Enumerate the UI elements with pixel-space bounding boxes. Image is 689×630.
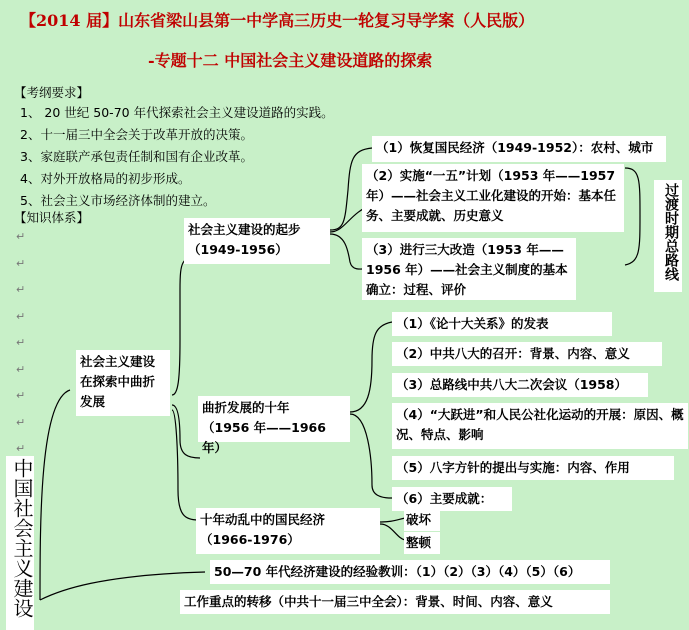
requirement-item: 3、家庭联产承包责任制和国有企业改革。 bbox=[20, 149, 253, 164]
turmoil-years: （1966-1976） bbox=[200, 532, 300, 547]
requirement-item: 1、 20 世纪 50-70 年代探索社会主义建设道路的实践。 bbox=[20, 105, 334, 120]
requirement-item: 5、社会主义市场经济体制的建立。 bbox=[20, 193, 216, 208]
start-item: （1）恢复国民经济（1949-1952）：农村、城市 bbox=[372, 136, 666, 162]
focus-shift-node: 工作重点的转移（中共十一届三中全会）：背景、时间、内容、意义 bbox=[180, 590, 610, 614]
zigzag-item: （4）“大跃进”和人民公社化运动的开展：原因、概况、特点、影响 bbox=[392, 403, 688, 449]
mindmap-root: 中国社会主义建设 bbox=[6, 456, 34, 630]
turmoil-label: 十年动乱中的国民经济 bbox=[200, 512, 326, 527]
transition-general-line: 过渡时期总路线 bbox=[654, 180, 682, 292]
zigzag-item: （3）总路线中共八大二次会议（1958） bbox=[392, 373, 648, 397]
turmoil-item: 破坏 bbox=[404, 509, 440, 531]
lessons-node: 50—70 年代经济建设的经验教训：（1）（2）（3）（4）（5）（6） bbox=[210, 560, 610, 584]
zigzag-item: （1）《论十大关系》的发表 bbox=[392, 312, 612, 336]
exam-requirements-heading: 【考纲要求】 bbox=[14, 85, 90, 100]
zigzag-item: （6）主要成就： bbox=[392, 487, 512, 511]
start-item: （3）进行三大改造（1953 年——1956 年）——社会主义制度的基本确立：过程、评价 bbox=[362, 238, 576, 300]
zigzag-years: （1956 年——1966 年） bbox=[202, 420, 326, 455]
start-label: 社会主义建设的起步 bbox=[188, 222, 301, 237]
document-subtitle: -专题十二 中国社会主义建设道路的探索 bbox=[148, 51, 433, 70]
turmoil-item: 整顿 bbox=[404, 532, 440, 554]
start-item: （2）实施“一五”计划（1953 年——1957 年）——社会主义工业化建设的开始：基本任务、主要成就、历史意义 bbox=[362, 164, 624, 232]
knowledge-system-heading: 【知识体系】 bbox=[14, 210, 90, 225]
document-title: 【2014 届】山东省梁山县第一中学高三历史一轮复习导学案（人民版） bbox=[20, 11, 535, 30]
start-years: （1949-1956） bbox=[188, 242, 288, 257]
branch-explore: 社会主义建设在探索中曲折发展 bbox=[76, 350, 170, 416]
zigzag-label: 曲折发展的十年 bbox=[202, 400, 290, 415]
requirement-item: 4、对外开放格局的初步形成。 bbox=[20, 171, 191, 186]
zigzag-item: （2）中共八大的召开：背景、内容、意义 bbox=[392, 342, 662, 366]
requirement-item: 2、十一届三中全会关于改革开放的决策。 bbox=[20, 127, 253, 142]
paragraph-marks: ↵ ↵ ↵ ↵ ↵ ↵ ↵ ↵ ↵ bbox=[16, 230, 26, 455]
zigzag-item: （5）八字方针的提出与实施：内容、作用 bbox=[392, 456, 674, 480]
